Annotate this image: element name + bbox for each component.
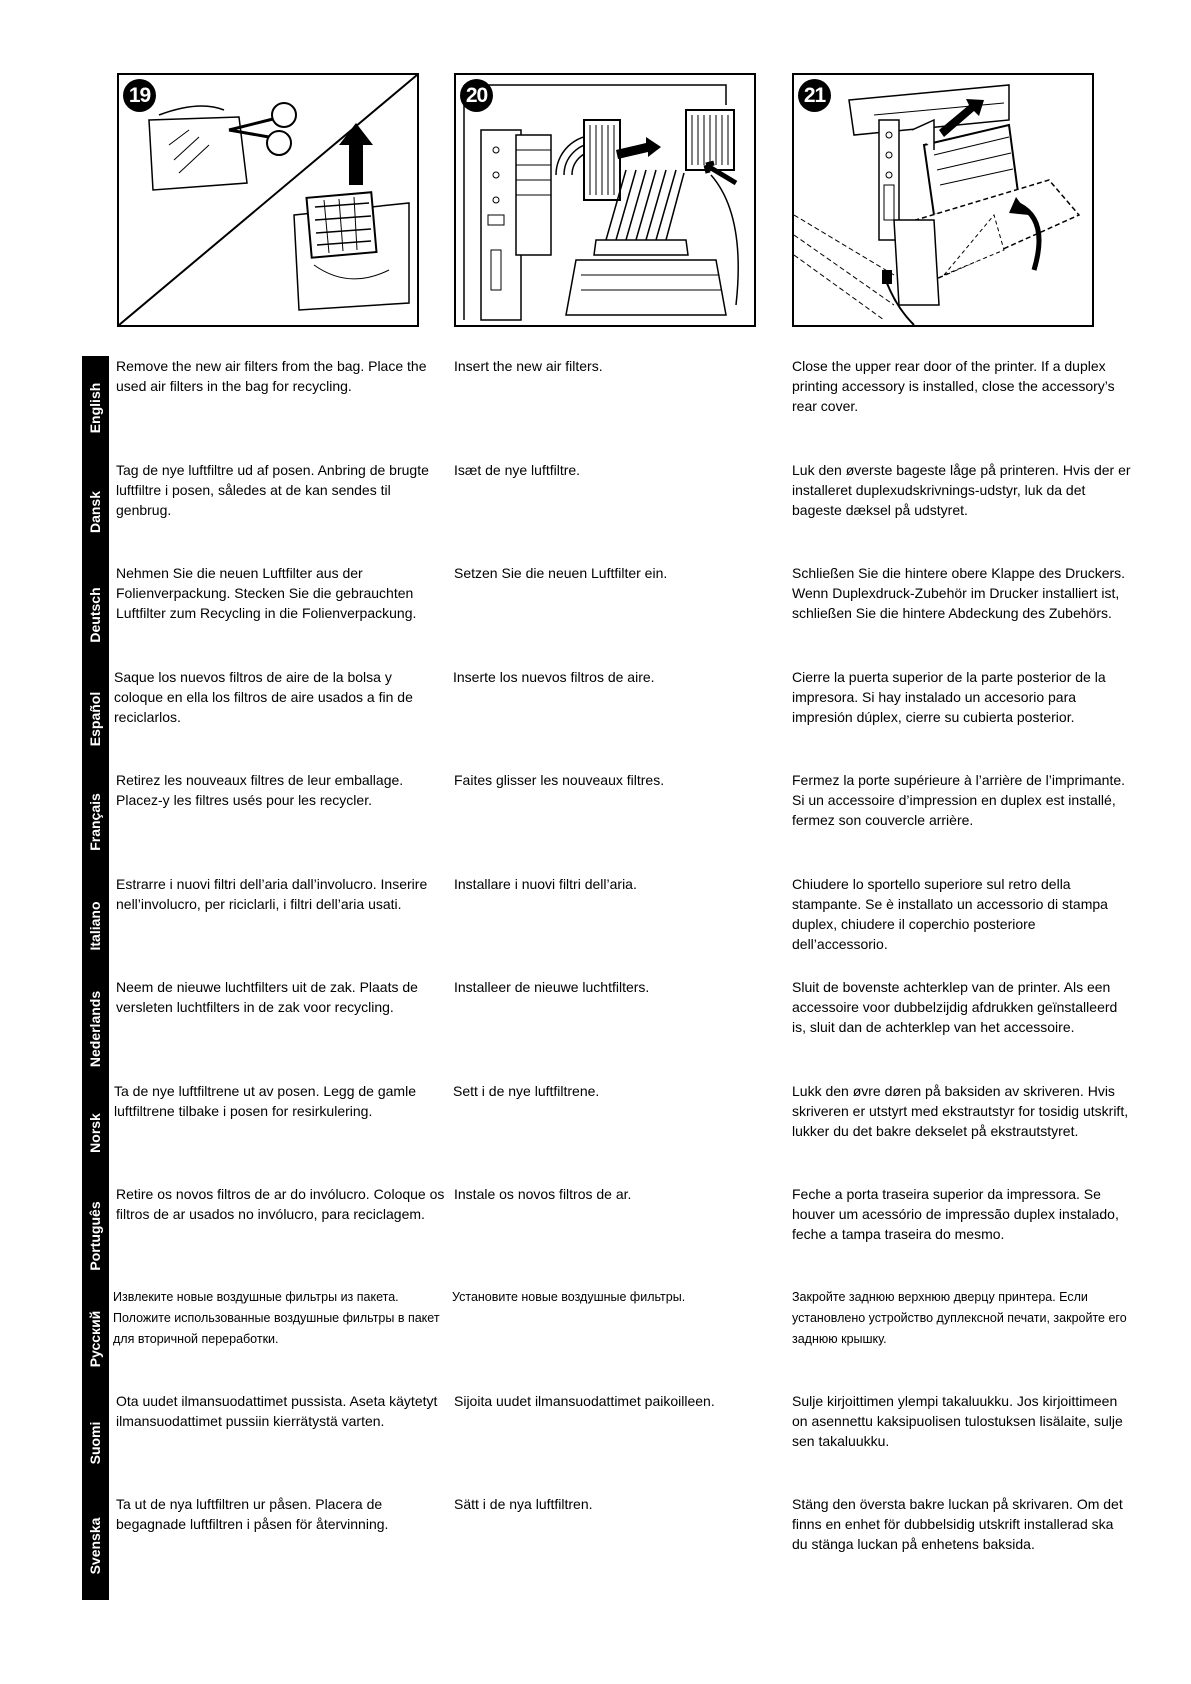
language-label: Svenska [87, 1517, 103, 1574]
language-label: Suomi [87, 1421, 103, 1464]
figure-20 [454, 73, 756, 327]
step-21-text: Sluit de bovenste achterklep van de printer. Als een accessoire voor dubbelzijdig afdrukken geïnstalleerd is, sluit dan de achterklep van het accessoire. [792, 979, 1118, 1035]
row-italiano [0, 874, 1191, 977]
row-russkiy [0, 1287, 1191, 1390]
step-20-text: Faites glisser les nouveaux filtres. [454, 772, 665, 788]
step-20-text: Isæt de nye luftfiltre. [454, 462, 581, 478]
step-19-text: Tag de nye luftfiltre ud af posen. Anbring de brugte luftfiltre i posen, således at de kan sendes til genbrug. [116, 462, 429, 518]
step-19-text: Ota uudet ilmansuodattimet pussista. Aseta käytetyt ilmansuodattimet pussiin kierrätystä varten. [116, 1393, 438, 1429]
row-nederlands [0, 977, 1191, 1080]
step-19-text: Retirez les nouveaux filtres de leur emballage. Placez-y les filtres usés pour les recycler. [116, 772, 404, 808]
step-20-text: Instale os novos filtros de ar. [454, 1186, 632, 1202]
language-label: Norsk [87, 1112, 103, 1153]
row-norsk [0, 1081, 1191, 1184]
step-badge-19: 19 [123, 79, 156, 112]
language-label: Italiano [87, 900, 103, 951]
step-21-text: Schließen Sie die hintere obere Klappe des Druckers. Wenn Duplexdruck-Zubehör im Drucker installiert ist, schließen Sie die hintere Abdeckung des Zubehörs. [792, 565, 1126, 621]
illustration-remove-filters [119, 75, 417, 325]
step-21-text: Lukk den øvre døren på baksiden av skriveren. Hvis skriveren er utstyrt med ekstrautstyr for tosidig utskrift, lukker du det bakre dekselet på ekstrautstyret. [792, 1083, 1129, 1139]
step-20-text: Setzen Sie die neuen Luftfilter ein. [454, 565, 668, 581]
row-dansk [0, 460, 1191, 563]
figure-19 [117, 73, 419, 327]
step-19-text: Извлеките новые воздушные фильтры из пакета. Положите использованные воздушные фильтры в пакет для вторичной переработки. [113, 1290, 440, 1346]
step-20-text: Installeer de nieuwe luchtfilters. [454, 979, 650, 995]
step-21-text: Luk den øverste bageste låge på printeren. Hvis der er installeret duplexudskrivnings-udstyr, luk da det bageste dæksel på udstyret. [792, 462, 1131, 518]
step-badge-20: 20 [460, 79, 493, 112]
step-19-text: Ta ut de nya luftfiltren ur påsen. Placera de begagnade luftfiltren i påsen för återvinning. [116, 1496, 389, 1532]
step-19-text: Remove the new air filters from the bag. Place the used air filters in the bag for recycling. [116, 358, 427, 394]
language-label: Français [87, 792, 103, 851]
illustration-close-rear-door [794, 75, 1092, 325]
language-label: Português [87, 1200, 103, 1271]
step-20-text: Sijoita uudet ilmansuodattimet paikoilleen. [454, 1393, 715, 1409]
row-suomi [0, 1391, 1191, 1494]
language-label: Deutsch [87, 586, 103, 643]
language-label: Dansk [87, 490, 103, 533]
row-portugues [0, 1184, 1191, 1287]
language-label: English [87, 382, 103, 433]
step-20-text: Установите новые воздушные фильтры. [452, 1290, 686, 1304]
illustration-insert-filters [456, 75, 754, 325]
step-19-text: Retire os novos filtros de ar do invólucro. Coloque os filtros de ar usados no invólucro, para reciclagem. [116, 1186, 445, 1222]
step-20-text: Inserte los nuevos filtros de aire. [453, 669, 655, 685]
row-deutsch [0, 563, 1191, 666]
step-21-text: Fermez la porte supérieure à l’arrière de l’imprimante. Si un accessoire d’impression en duplex est installé, fermez son couvercle arrière. [792, 772, 1126, 828]
step-19-text: Nehmen Sie die neuen Luftfilter aus der Folienverpackung. Stecken Sie die gebrauchten Luftfilter zum Recycling in die Folienverpackung. [116, 565, 417, 621]
step-21-text: Close the upper rear door of the printer. If a duplex printing accessory is installed, close the accessory’s rear cover. [792, 358, 1115, 414]
step-20-text: Installare i nuovi filtri dell’aria. [454, 876, 637, 892]
language-label: Español [87, 691, 103, 746]
row-english [0, 356, 1191, 459]
step-21-text: Feche a porta traseira superior da impressora. Se houver um acessório de impressão duplex instalado, feche a tampa traseira do mesmo. [792, 1186, 1119, 1242]
step-badge-21: 21 [798, 79, 831, 112]
step-19-text: Saque los nuevos filtros de aire de la bolsa y coloque en ella los filtros de aire usados a fin de reciclarlos. [114, 669, 413, 725]
language-label: Русский [87, 1310, 103, 1367]
row-svenska [0, 1494, 1191, 1597]
step-20-text: Sätt i de nya luftfiltren. [454, 1496, 593, 1512]
step-19-text: Ta de nye luftfiltrene ut av posen. Legg de gamle luftfiltrene tilbake i posen for resirkulering. [114, 1083, 416, 1119]
language-label: Nederlands [87, 990, 103, 1067]
step-21-text: Закройте заднюю верхнюю дверцу принтера. Если установлено устройство дуплексной печати, закройте его заднюю крышку. [792, 1290, 1127, 1346]
step-21-text: Cierre la puerta superior de la parte posterior de la impresora. Si hay instalado un accesorio para impresión dúplex, cierre su cubierta posterior. [792, 669, 1106, 725]
step-19-text: Neem de nieuwe luchtfilters uit de zak. Plaats de versleten luchtfilters in de zak voor recycling. [116, 979, 418, 1015]
step-19-text: Estrarre i nuovi filtri dell’aria dall’involucro. Inserire nell’involucro, per riciclarli, i filtri dell’aria usati. [116, 876, 428, 912]
step-20-text: Sett i de nye luftfiltrene. [453, 1083, 600, 1099]
figure-21 [792, 73, 1094, 327]
step-21-text: Sulje kirjoittimen ylempi takaluukku. Jos kirjoittimeen on asennettu kaksipuolisen tulostuksen lisälaite, sulje sen takaluukku. [792, 1393, 1123, 1449]
row-espanol [0, 667, 1191, 770]
step-21-text: Chiudere lo sportello superiore sul retro della stampante. Se è installato un accessorio di stampa duplex, chiudere il coperchio posteriore dell’accessorio. [792, 876, 1108, 952]
row-francais [0, 770, 1191, 873]
step-20-text: Insert the new air filters. [454, 358, 603, 374]
step-21-text: Stäng den översta bakre luckan på skrivaren. Om det finns en enhet för dubbelsidig utskrift installerad ska du stänga luckan på enhetens baksida. [792, 1496, 1123, 1552]
